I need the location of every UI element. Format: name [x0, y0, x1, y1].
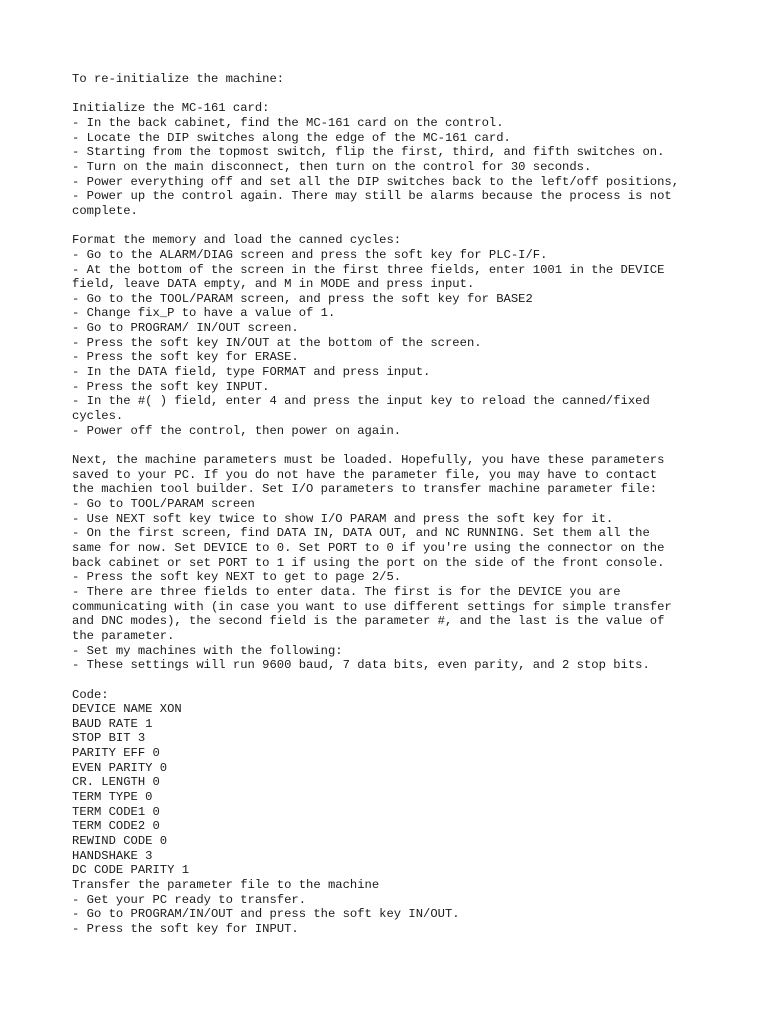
- code-line: STOP BIT 3: [72, 731, 146, 746]
- text-line: the machien tool builder. Set I/O parameters to transfer machine parameter file:: [72, 482, 658, 497]
- text-line: - Set my machines with the following:: [72, 643, 343, 658]
- code-line: PARITY EFF 0: [72, 746, 160, 761]
- text-line: - Turn on the main disconnect, then turn on the control for 30 seconds.: [72, 159, 592, 174]
- text-line: - Get your PC ready to transfer.: [72, 892, 307, 907]
- code-line: TERM TYPE 0: [72, 790, 153, 805]
- text-line: - Locate the DIP switches along the edge of the MC-161 card.: [72, 130, 511, 145]
- text-line: complete.: [72, 203, 138, 218]
- text-line: - Starting from the topmost switch, flip the first, third, and fifth switches on.: [72, 145, 665, 160]
- spacer: [72, 219, 702, 234]
- spacer: [72, 673, 702, 688]
- text-line: Next, the machine parameters must be loaded. Hopefully, you have these parameters: [72, 453, 665, 468]
- text-line: - Press the soft key for ERASE.: [72, 350, 299, 365]
- text-line: - Go to the TOOL/PARAM screen, and press the soft key for BASE2: [72, 291, 533, 306]
- text-line: communicating with (in case you want to use different settings for simple transfer: [72, 599, 672, 614]
- code-line: TERM CODE1 0: [72, 804, 160, 819]
- code-line: CR. LENGTH 0: [72, 775, 160, 790]
- text-line: same for now. Set DEVICE to 0. Set PORT to 0 if you're using the connector on the: [72, 540, 665, 555]
- text-line: - Power off the control, then power on again.: [72, 423, 402, 438]
- text-line: cycles.: [72, 409, 124, 424]
- text-line: - Press the soft key INPUT.: [72, 379, 270, 394]
- text-line: - Go to PROGRAM/ IN/OUT screen.: [72, 321, 299, 336]
- code-line: DEVICE NAME XON: [72, 702, 182, 717]
- text-line: - In the #( ) field, enter 4 and press the input key to reload the canned/fixed: [72, 394, 650, 409]
- text-line: - Press the soft key for INPUT.: [72, 922, 299, 936]
- code-line: BAUD RATE 1: [72, 716, 153, 731]
- text-line: - Change fix_P to have a value of 1.: [72, 306, 336, 321]
- code-line: DC CODE PARITY 1: [72, 863, 190, 878]
- spacer: [72, 438, 702, 453]
- code-line: REWIND CODE 0: [72, 834, 168, 849]
- text-line: - On the first screen, find DATA IN, DATA OUT, and NC RUNNING. Set them all the: [72, 526, 650, 541]
- section-heading-format-memory: Format the memory and load the canned cycles:: [72, 233, 402, 248]
- text-line: the parameter.: [72, 628, 175, 643]
- spacer: [72, 87, 702, 102]
- text-line: - Go to TOOL/PARAM screen: [72, 496, 255, 511]
- code-line: EVEN PARITY 0: [72, 760, 168, 775]
- text-line: and DNC modes), the second field is the parameter #, and the last is the value of: [72, 614, 665, 629]
- text-line: - At the bottom of the screen in the first three fields, enter 1001 in the DEVICE: [72, 262, 665, 277]
- code-line: TERM CODE2 0: [72, 819, 160, 834]
- document-page: [72, 72, 702, 937]
- text-line: - Press the soft key IN/OUT at the bottom of the screen.: [72, 335, 482, 350]
- text-line: Transfer the parameter file to the machine: [72, 878, 380, 893]
- intro-line: To re-initialize the machine:: [72, 72, 285, 86]
- text-line: - Press the soft key NEXT to get to page 2/5.: [72, 570, 402, 585]
- code-line: HANDSHAKE 3: [72, 848, 153, 863]
- text-line: - In the back cabinet, find the MC-161 card on the control.: [72, 115, 504, 130]
- text-line: - Go to PROGRAM/IN/OUT and press the soft key IN/OUT.: [72, 907, 460, 922]
- text-line: - Power up the control again. There may still be alarms because the process is not: [72, 189, 672, 204]
- text-line: back cabinet or set PORT to 1 if using the port on the side of the front console.: [72, 555, 665, 570]
- text-line: - These settings will run 9600 baud, 7 data bits, even parity, and 2 stop bits.: [72, 658, 650, 673]
- code-label: Code:: [72, 687, 109, 702]
- text-line: - Go to the ALARM/DIAG screen and press the soft key for PLC-I/F.: [72, 247, 548, 262]
- text-line: field, leave DATA empty, and M in MODE and press input.: [72, 277, 475, 292]
- text-line: - Use NEXT soft key twice to show I/O PARAM and press the soft key for it.: [72, 511, 614, 526]
- text-line: - In the DATA field, type FORMAT and press input.: [72, 365, 431, 380]
- section-heading-mc161: Initialize the MC-161 card:: [72, 101, 270, 116]
- text-line: - There are three fields to enter data. The first is for the DEVICE you are: [72, 584, 621, 599]
- text-line: - Power everything off and set all the DIP switches back to the left/off positions,: [72, 174, 680, 189]
- text-line: saved to your PC. If you do not have the parameter file, you may have to contact: [72, 467, 658, 482]
